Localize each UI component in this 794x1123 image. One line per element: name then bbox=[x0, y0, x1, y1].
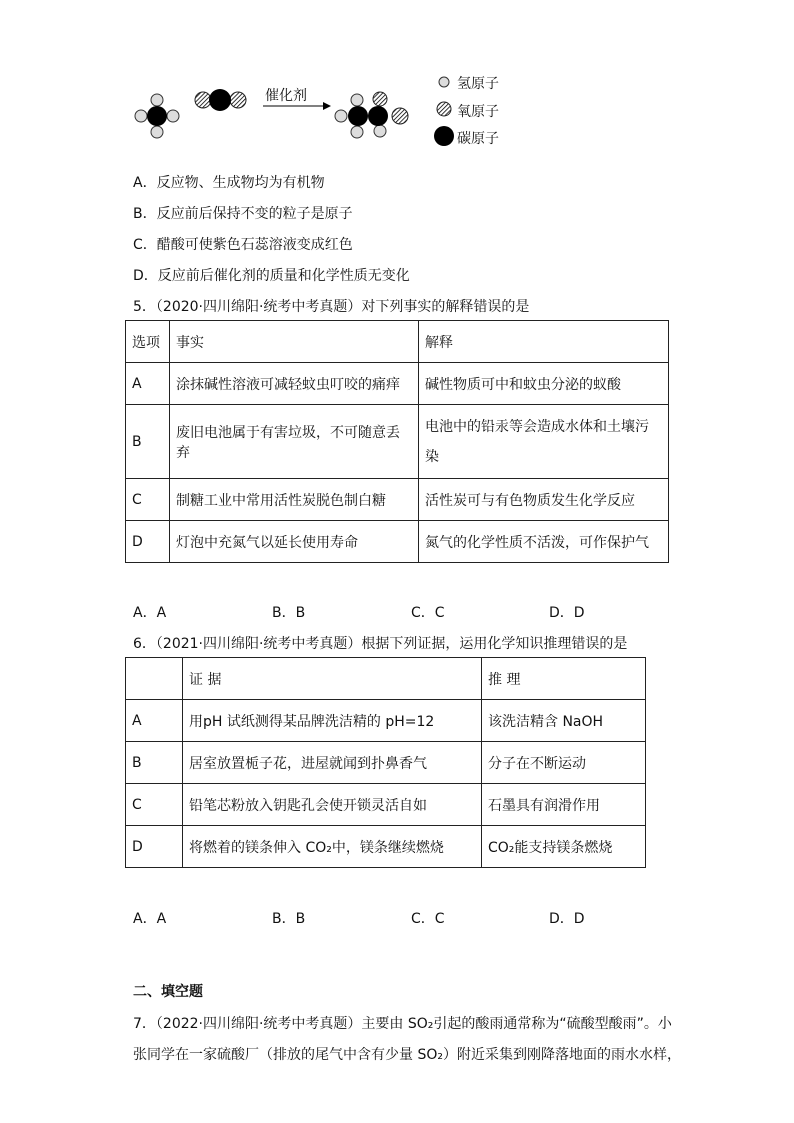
choice-d: D．D bbox=[549, 911, 585, 927]
table-row bbox=[126, 405, 669, 479]
q4-option-b: B．反应前后保持不变的粒子是原子 bbox=[133, 206, 353, 222]
table-cell: 电池中的铅汞等会造成水体和土壤污染 bbox=[419, 405, 669, 479]
arrow-label: 催化剂 bbox=[265, 88, 307, 104]
q4-option-d: D．反应前后催化剂的质量和化学性质无变化 bbox=[133, 268, 410, 284]
table-cell: 分子在不断运动 bbox=[482, 742, 646, 784]
table-row bbox=[126, 521, 669, 563]
table-row bbox=[126, 826, 646, 868]
table-cell: C bbox=[126, 784, 183, 826]
table-cell: 铅笔芯粉放入钥匙孔会使开锁灵活自如 bbox=[183, 784, 482, 826]
table-cell: 该洗洁精含 NaOH bbox=[482, 700, 646, 742]
choice-d: D．D bbox=[549, 605, 585, 621]
q4-option-a: A．反应物、生成物均为有机物 bbox=[133, 175, 325, 191]
reactant-molecule-2 bbox=[195, 89, 246, 111]
legend-oxygen-label: 氧原子 bbox=[457, 104, 499, 120]
table-cell: 居室放置栀子花，进屋就闻到扑鼻香气 bbox=[183, 742, 482, 784]
table-cell: 灯泡中充氮气以延长使用寿命 bbox=[170, 521, 419, 563]
q7-line-2: 张同学在一家硫酸厂（排放的尾气中含有少量 SO₂）附近采集到刚降落地面的雨水水样， bbox=[133, 1047, 681, 1063]
q4-option-c: C．醋酸可使紫色石蕊溶液变成红色 bbox=[133, 237, 353, 253]
table-header-cell: 推 理 bbox=[482, 658, 646, 700]
table-cell: 氮气的化学性质不活泼，可作保护气 bbox=[419, 521, 669, 563]
choice-a: A．A bbox=[133, 911, 167, 927]
table-cell: 废旧电池属于有害垃圾，不可随意丢弃 bbox=[170, 405, 419, 479]
table-row bbox=[126, 784, 646, 826]
choice-c: C．C bbox=[411, 911, 445, 927]
q6-table bbox=[125, 657, 646, 868]
table-cell: C bbox=[126, 479, 170, 521]
table-cell: B bbox=[126, 405, 170, 479]
oxygen-atom-icon bbox=[437, 102, 451, 116]
section-title: 二、填空题 bbox=[133, 984, 203, 1000]
table-header-cell bbox=[126, 658, 183, 700]
table-header-cell: 事实 bbox=[170, 321, 419, 363]
legend-carbon-label: 碳原子 bbox=[457, 131, 499, 147]
table-header-cell: 选项 bbox=[126, 321, 170, 363]
table-row bbox=[126, 742, 646, 784]
table-cell: 石墨具有润滑作用 bbox=[482, 784, 646, 826]
q7-line-1: 7．（2022·四川绵阳·统考中考真题）主要由 SO₂引起的酸雨通常称为“硫酸型酸雨”。小 bbox=[133, 1016, 672, 1032]
table-cell: A bbox=[126, 700, 183, 742]
table-cell: 将燃着的镁条伸入 CO₂中，镁条继续燃烧 bbox=[183, 826, 482, 868]
table-header-row bbox=[126, 658, 646, 700]
table-cell: 涂抹碱性溶液可减轻蚊虫叮咬的痛痒 bbox=[170, 363, 419, 405]
table-cell: D bbox=[126, 826, 183, 868]
hydrogen-atom-icon bbox=[439, 77, 449, 87]
table-cell: D bbox=[126, 521, 170, 563]
product-molecule bbox=[335, 92, 408, 138]
choice-c: C．C bbox=[411, 605, 445, 621]
table-cell: 碱性物质可中和蚊虫分泌的蚁酸 bbox=[419, 363, 669, 405]
q5-stem: 5．（2020·四川绵阳·统考中考真题）对下列事实的解释错误的是 bbox=[133, 299, 530, 315]
table-header-cell: 解释 bbox=[419, 321, 669, 363]
table-cell: 活性炭可与有色物质发生化学反应 bbox=[419, 479, 669, 521]
table-cell: B bbox=[126, 742, 183, 784]
choice-b: B．B bbox=[272, 605, 306, 621]
table-header-cell: 证 据 bbox=[183, 658, 482, 700]
choice-a: A．A bbox=[133, 605, 167, 621]
q5-table bbox=[125, 320, 669, 563]
table-cell: 制糖工业中常用活性炭脱色制白糖 bbox=[170, 479, 419, 521]
table-cell: CO₂能支持镁条燃烧 bbox=[482, 826, 646, 868]
table-header-row bbox=[126, 321, 669, 363]
q6-stem: 6．（2021·四川绵阳·统考中考真题）根据下列证据，运用化学知识推理错误的是 bbox=[133, 636, 628, 652]
table-cell: A bbox=[126, 363, 170, 405]
carbon-atom-icon bbox=[434, 126, 454, 146]
reactant-molecule-1 bbox=[135, 94, 179, 138]
table-cell: 用pH 试纸测得某品牌洗洁精的 pH=12 bbox=[183, 700, 482, 742]
legend-hydrogen-label: 氢原子 bbox=[457, 76, 499, 92]
table-row bbox=[126, 363, 669, 405]
table-row bbox=[126, 479, 669, 521]
table-row bbox=[126, 700, 646, 742]
choice-b: B．B bbox=[272, 911, 306, 927]
